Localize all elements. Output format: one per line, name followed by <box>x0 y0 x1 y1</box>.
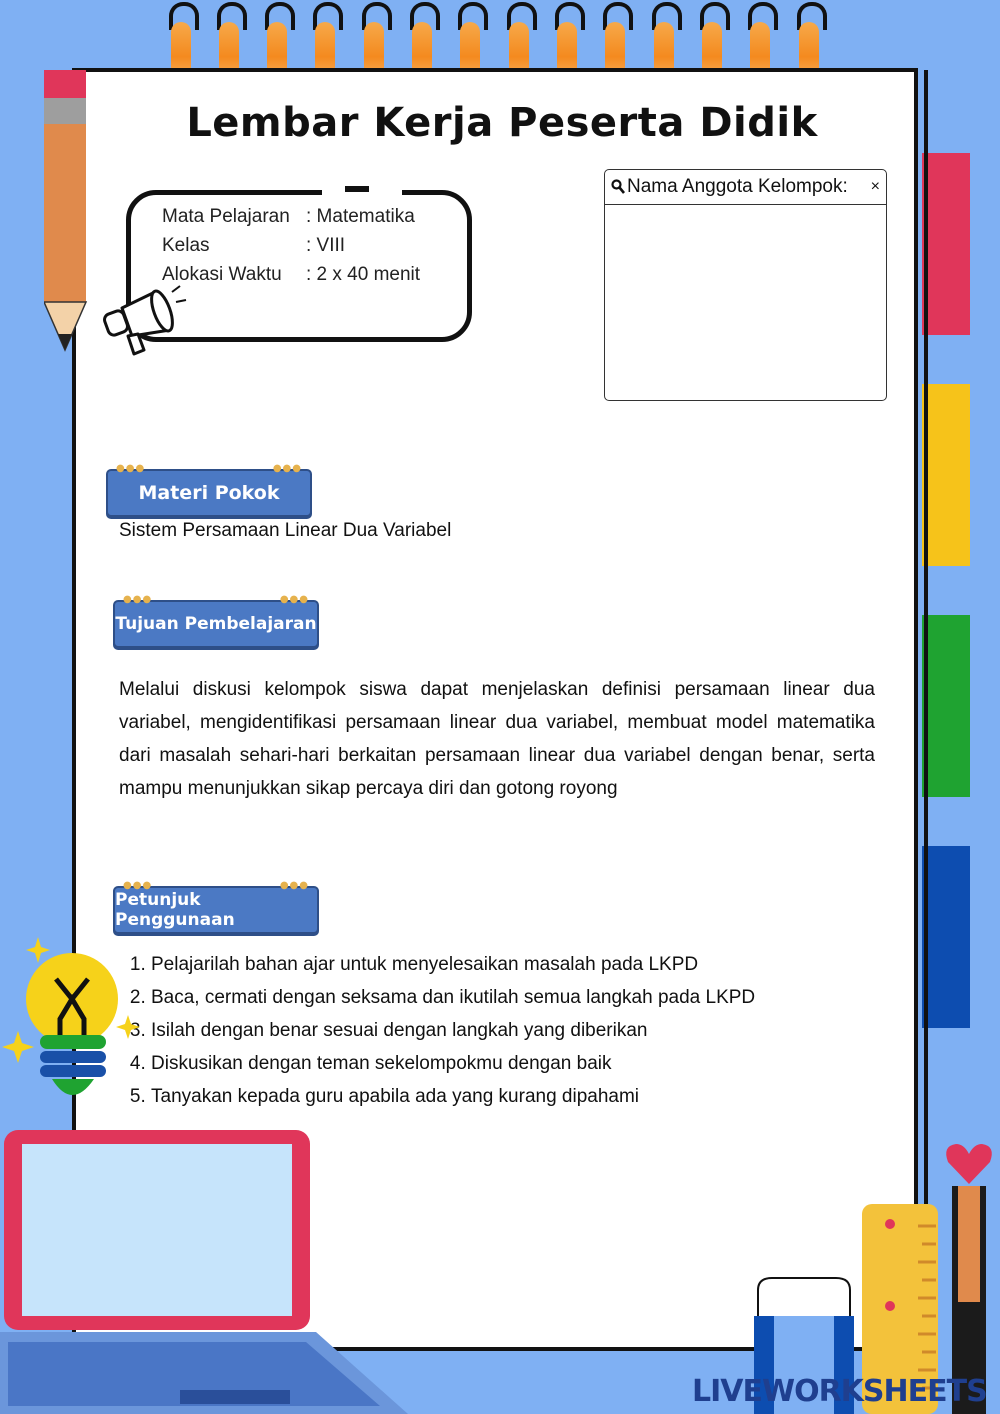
list-item: 2. Baca, cermati dengan seksama dan ikutilah semua langkah pada LKPD <box>151 981 894 1014</box>
info-subject-key: Mata Pelajaran <box>162 206 290 227</box>
info-class <box>162 235 345 257</box>
label-pin-dots: ●●● <box>123 880 153 891</box>
group-members-box <box>604 169 887 401</box>
materi-pokok-label <box>106 463 312 517</box>
laptop-icon <box>0 1128 410 1414</box>
group-members-input[interactable] <box>605 205 886 395</box>
ruler-icon <box>858 1140 1000 1414</box>
info-class-key: Kelas <box>162 235 210 256</box>
lightbulb-icon <box>0 935 150 1115</box>
petunjuk-penggunaan-label <box>113 880 319 934</box>
watermark: LIVEWORKSHEETS <box>692 1374 987 1409</box>
info-subject-value: : Matematika <box>306 206 415 227</box>
materi-pokok-title: Materi Pokok <box>138 482 280 504</box>
label-pin-dots: ●●● <box>272 463 302 474</box>
page-title: Lembar Kerja Peserta Didik <box>186 100 818 146</box>
label-pin-dots: ●●● <box>123 594 153 605</box>
info-time <box>162 264 420 286</box>
tab-yellow <box>922 384 970 566</box>
list-item: 3. Isilah dengan benar sesuai dengan langkah yang diberikan <box>151 1014 894 1047</box>
petunjuk-penggunaan-title: Petunjuk Penggunaan <box>115 890 235 930</box>
close-icon[interactable]: × <box>869 170 880 204</box>
tab-red <box>922 153 970 335</box>
list-item: 4. Diskusikan dengan teman sekelompokmu dengan baik <box>151 1047 894 1080</box>
info-box-dash <box>345 186 369 192</box>
info-time-key: Alokasi Waktu <box>162 264 282 285</box>
list-item: 1. Pelajarilah bahan ajar untuk menyelesaikan masalah pada LKPD <box>151 948 894 981</box>
tab-green <box>922 615 970 797</box>
petunjuk-list <box>119 948 894 1113</box>
info-time-value: : 2 x 40 menit <box>306 264 421 285</box>
group-members-label: Nama Anggota Kelompok: <box>627 176 848 197</box>
group-members-header <box>605 170 886 205</box>
megaphone-icon <box>100 278 190 362</box>
label-pin-dots: ●●● <box>279 880 309 891</box>
list-item: 5. Tanyakan kepada guru apabila ada yang kurang dipahami <box>151 1080 894 1113</box>
tab-blue <box>922 846 970 1028</box>
tujuan-pembelajaran-title: Tujuan Pembelajaran <box>115 614 317 634</box>
tujuan-pembelajaran-text: Melalui diskusi kelompok siswa dapat menjelaskan definisi persamaan linear dua variabel, mengidentifikasi persamaan linear dua variabel, membuat model matematika dari masalah sehari-hari berkaitan persamaan linear dua variabel dengan benar, serta mampu menunjukkan sikap percaya diri dan gotong royong <box>119 679 875 799</box>
search-icon <box>611 179 625 195</box>
label-pin-dots: ●●● <box>279 594 309 605</box>
info-class-value: : VIII <box>306 235 346 256</box>
tujuan-pembelajaran-label <box>113 594 319 648</box>
label-pin-dots: ●●● <box>116 463 146 474</box>
materi-pokok-text: Sistem Persamaan Linear Dua Variabel <box>119 520 452 541</box>
info-subject <box>162 206 415 228</box>
